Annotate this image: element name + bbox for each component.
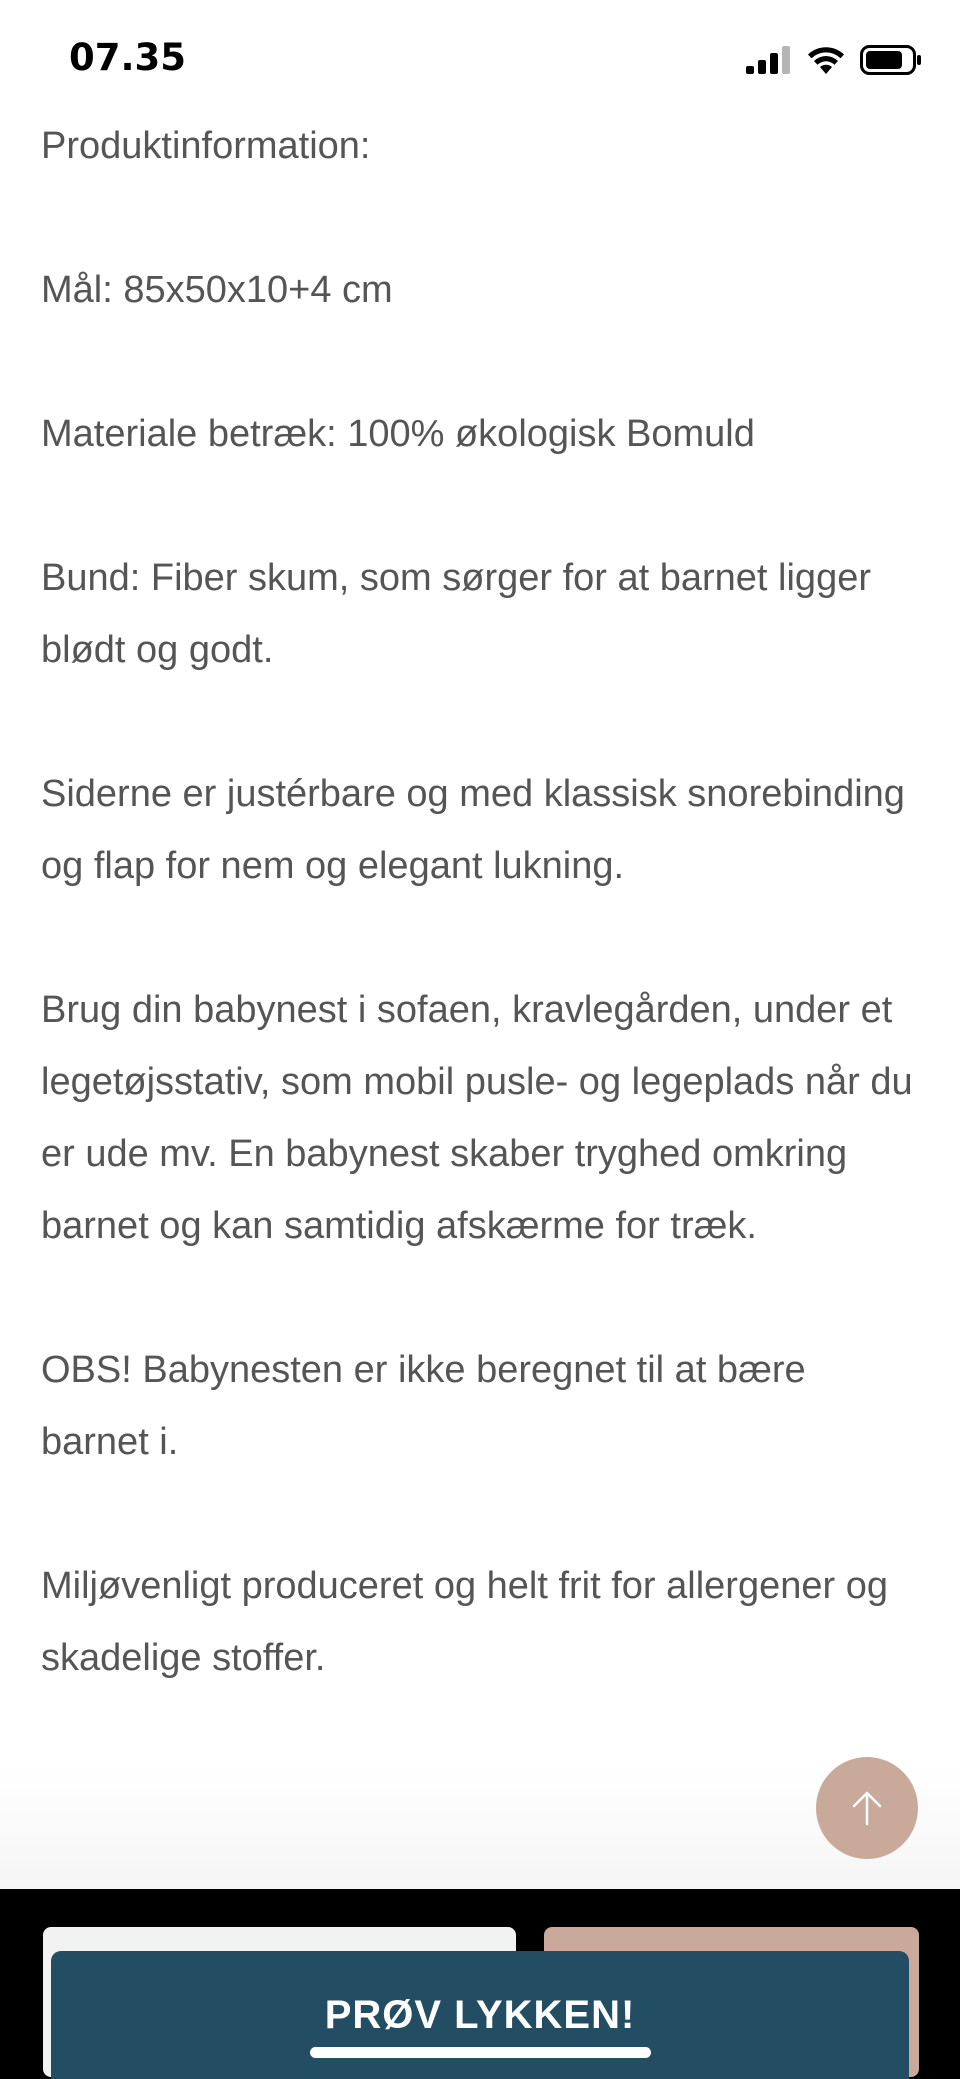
product-info bbox=[41, 110, 921, 1766]
bottom-fade bbox=[0, 1770, 960, 1890]
status-time: 07.35 bbox=[69, 36, 187, 79]
battery-icon bbox=[860, 45, 922, 75]
try-luck-label: PRØV LYKKEN! bbox=[324, 1993, 636, 2037]
try-luck-button[interactable] bbox=[51, 1951, 909, 2079]
wifi-icon bbox=[806, 45, 846, 75]
product-info-paragraph: Mål: 85x50x10+4 cm bbox=[41, 269, 393, 311]
home-indicator bbox=[310, 2047, 651, 2058]
product-info-paragraph: Materiale betræk: 100% økologisk Bomuld bbox=[41, 413, 755, 455]
signal-icon bbox=[746, 46, 792, 74]
arrow-up-icon bbox=[847, 1788, 887, 1828]
product-info-paragraph: Miljøvenligt produceret og helt frit for allergener og skadelige stoffer. bbox=[41, 1565, 888, 1679]
product-info-paragraph: Bund: Fiber skum, som sørger for at barnet ligger blødt og godt. bbox=[41, 557, 871, 671]
status-icons bbox=[746, 42, 922, 78]
product-info-paragraph: Siderne er justérbare og med klassisk snorebinding og flap for nem og elegant lukning. bbox=[41, 773, 905, 887]
product-info-heading: Produktinformation: bbox=[41, 125, 371, 167]
status-bar bbox=[0, 0, 960, 118]
scroll-to-top-button[interactable] bbox=[816, 1757, 918, 1859]
product-info-paragraph: Brug din babynest i sofaen, kravlegården, under et legetøjsstativ, som mobil pusle- og legeplads når du er ude mv. En babynest skaber tryghed omkring barnet og kan samtidig afskærme for træk. bbox=[41, 989, 913, 1247]
product-info-paragraph: OBS! Babynesten er ikke beregnet til at bære barnet i. bbox=[41, 1349, 806, 1463]
